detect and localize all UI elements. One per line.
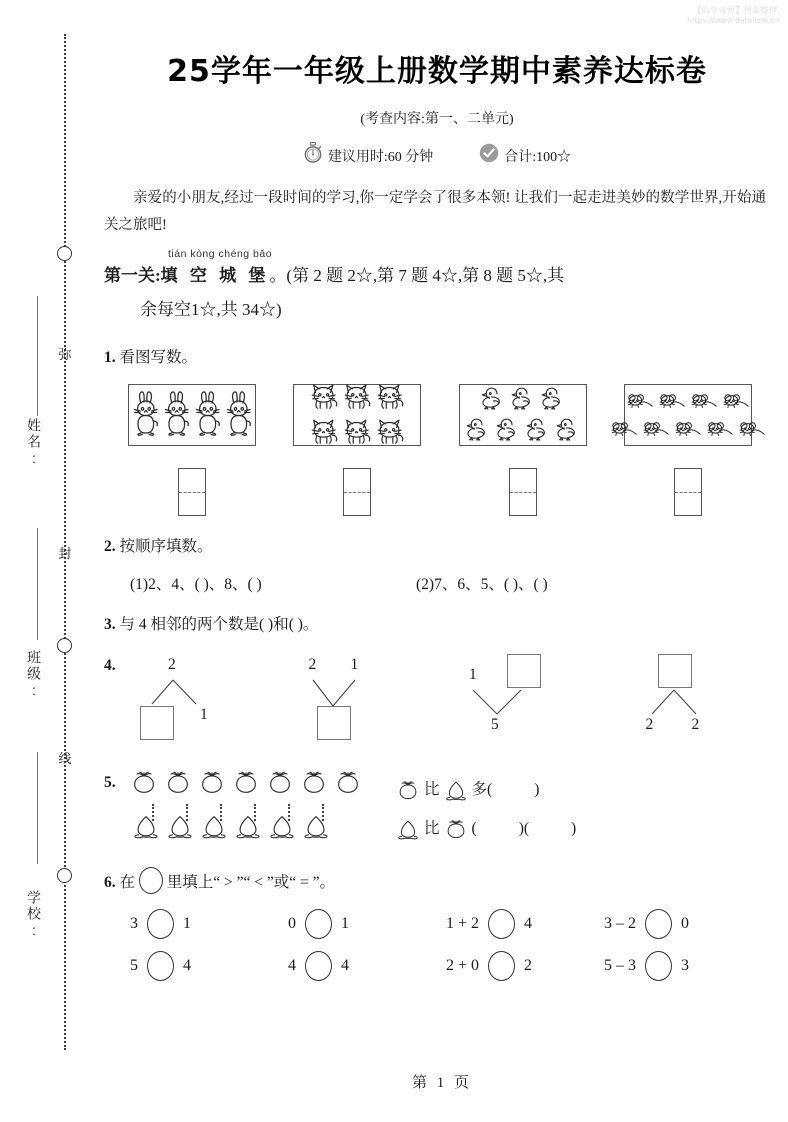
q5-l2-pre: 比 bbox=[424, 820, 440, 838]
exam-scope-subtitle: (考查内容:第一、二单元) bbox=[360, 112, 514, 127]
answer-box-3[interactable] bbox=[509, 468, 537, 516]
persimmon-icon-inline-1 bbox=[396, 779, 420, 801]
watermark-line-2: https://www.datalists.cn bbox=[687, 16, 780, 25]
section-heading bbox=[104, 247, 770, 327]
alignment-dot-column bbox=[139, 804, 167, 821]
intro-paragraph: 亲爱的小朋友,经过一段时间的学习,你一定学会了很多本领! 让我们一起走进美妙的数学世界,开始通关之旅吧! bbox=[104, 190, 766, 233]
decomp-top-left-value: 1 bbox=[469, 666, 477, 684]
peach-icon-inline-1 bbox=[444, 779, 468, 801]
fruit-comparison-diagram bbox=[130, 768, 362, 849]
question-5-line-2[interactable] bbox=[396, 809, 576, 849]
rabbit-icon bbox=[193, 390, 223, 441]
total-score-label: 合计:100☆ bbox=[504, 149, 572, 165]
picture-cell-3 bbox=[459, 384, 587, 516]
cat-icon bbox=[308, 416, 340, 450]
cat-icon bbox=[374, 416, 406, 450]
page-title: 25学年一年级上册数学期中素养达标卷 bbox=[167, 54, 707, 89]
question-6-grid bbox=[104, 909, 770, 981]
seal-char-2: 线 bbox=[58, 751, 72, 766]
cat-icon bbox=[341, 381, 373, 415]
peach-icon-inline-2 bbox=[396, 818, 420, 840]
comparison-item bbox=[288, 951, 446, 981]
question-1-text: 看图写数。 bbox=[119, 348, 198, 366]
alignment-dot-column bbox=[241, 804, 269, 821]
comparison-left-operand: 2 + 0 bbox=[446, 957, 480, 975]
comparison-circle-blank[interactable] bbox=[305, 909, 332, 939]
mouse-icon bbox=[640, 416, 671, 443]
seal-rule-2 bbox=[37, 528, 38, 640]
alignment-dots bbox=[139, 804, 337, 821]
q5-l2-a: )( bbox=[518, 820, 530, 838]
section-suffix: 。(第 2 题 2☆,第 7 题 4☆,第 8 题 5☆,其 bbox=[269, 265, 565, 285]
seal-rule-3 bbox=[37, 752, 38, 864]
comparison-left-operand: 3 – 2 bbox=[604, 915, 636, 933]
picture-box-1 bbox=[128, 384, 256, 446]
seal-char-1: 封 bbox=[58, 546, 72, 561]
persimmon-icon bbox=[198, 768, 226, 796]
question-5-number: 5. bbox=[104, 774, 116, 792]
cat-icon bbox=[341, 416, 373, 450]
comparison-item bbox=[130, 951, 288, 981]
seal-dotted-line bbox=[64, 34, 66, 1050]
q5-l1-mid: 多( bbox=[471, 780, 493, 798]
picture-box-3 bbox=[459, 384, 587, 446]
decomp-right-value: 1 bbox=[200, 706, 208, 724]
question-1-number: 1. bbox=[104, 348, 116, 366]
q5-l2-mid: ( bbox=[471, 820, 477, 838]
question-2-text: 按顺序填数。 bbox=[119, 538, 213, 556]
chick-icon bbox=[553, 416, 582, 446]
comparison-right-operand: 1 bbox=[183, 915, 191, 933]
question-5-body bbox=[104, 768, 770, 849]
comparison-right-operand: 4 bbox=[341, 957, 349, 975]
decomposition-diagram-3 bbox=[467, 654, 606, 758]
comparison-left-operand: 3 bbox=[130, 915, 138, 933]
comparison-row-1 bbox=[130, 909, 770, 939]
decomp-top-right-value: 1 bbox=[350, 656, 359, 674]
worksheet-page bbox=[96, 0, 788, 1122]
chick-icon bbox=[523, 416, 552, 446]
mouse-icon bbox=[704, 416, 735, 443]
mouse-icon bbox=[736, 416, 767, 443]
question-3-text[interactable]: 与 4 相邻的两个数是( )和( )。 bbox=[119, 615, 319, 633]
question-5-line-1[interactable] bbox=[396, 770, 576, 810]
comparison-left-operand: 5 bbox=[130, 957, 138, 975]
comparison-right-operand: 2 bbox=[524, 957, 533, 975]
decomposition-diagram-1 bbox=[138, 654, 277, 758]
comparison-left-operand: 1 + 2 bbox=[446, 915, 480, 933]
comparison-circle-blank[interactable] bbox=[305, 951, 332, 981]
section-prefix: 第一关: bbox=[104, 265, 161, 285]
comparison-circle-blank[interactable] bbox=[645, 909, 672, 939]
comparison-left-operand: 0 bbox=[288, 915, 296, 933]
cat-icon bbox=[374, 381, 406, 415]
seal-label-class: 班级: bbox=[26, 650, 42, 700]
chick-icon bbox=[493, 416, 522, 446]
chick-icon bbox=[478, 385, 507, 415]
comparison-item bbox=[604, 909, 762, 939]
circle-blank-icon bbox=[139, 867, 163, 894]
q5-l1-end: ) bbox=[534, 780, 540, 798]
rabbit-icon bbox=[162, 390, 192, 441]
comparison-right-operand: 4 bbox=[183, 957, 191, 975]
comparison-item bbox=[604, 951, 762, 981]
question-1-picture-row bbox=[104, 384, 770, 516]
mouse-icon bbox=[624, 388, 655, 415]
decomp-answer-box[interactable] bbox=[507, 654, 541, 688]
page-number: 第 1 页 bbox=[411, 1075, 472, 1091]
persimmon-icon bbox=[164, 768, 192, 796]
comparison-item bbox=[446, 909, 604, 939]
stopwatch-icon bbox=[303, 142, 323, 169]
comparison-circle-blank[interactable] bbox=[645, 951, 672, 981]
chick-icon bbox=[463, 416, 492, 446]
page-footer bbox=[96, 1071, 788, 1092]
decomp-answer-box[interactable] bbox=[658, 654, 692, 688]
suggested-time-label: 建议用时:60 分钟 bbox=[327, 149, 434, 165]
sealing-band bbox=[0, 0, 96, 1122]
answer-box-2[interactable] bbox=[343, 468, 371, 516]
question-6 bbox=[104, 867, 770, 897]
mouse-icon bbox=[720, 388, 751, 415]
question-3 bbox=[104, 610, 770, 639]
comparison-row-2 bbox=[130, 951, 770, 981]
q5-l2-end: ) bbox=[571, 820, 577, 838]
picture-cell-4 bbox=[624, 384, 752, 516]
question-4-diagram-row bbox=[104, 654, 770, 758]
section-pinyin: tián kòng chéng bǎo bbox=[168, 247, 273, 260]
total-score bbox=[479, 143, 571, 168]
exam-meta-row bbox=[104, 142, 770, 169]
answer-box-1[interactable] bbox=[178, 468, 206, 516]
alignment-dot-column bbox=[309, 804, 337, 821]
question-2 bbox=[104, 532, 770, 561]
seal-circle-1 bbox=[57, 246, 72, 261]
persimmon-icon bbox=[300, 768, 328, 796]
answer-box-4[interactable] bbox=[674, 468, 702, 516]
comparison-circle-blank[interactable] bbox=[488, 909, 515, 939]
comparison-left-operand: 4 bbox=[288, 957, 296, 975]
seal-rule-1 bbox=[37, 296, 38, 416]
question-4-number: 4. bbox=[104, 656, 116, 674]
suggested-time bbox=[303, 142, 433, 169]
q5-l1-pre: 比 bbox=[424, 780, 440, 798]
chick-icon bbox=[538, 385, 567, 415]
comparison-left-operand: 5 – 3 bbox=[604, 957, 636, 975]
persimmon-icon bbox=[266, 768, 294, 796]
section-name: 填 空 城 堡 bbox=[160, 265, 270, 285]
comparison-right-operand: 1 bbox=[341, 915, 349, 933]
comparison-right-operand: 3 bbox=[681, 957, 689, 975]
picture-cell-1 bbox=[128, 384, 256, 516]
rabbit-icon bbox=[224, 390, 254, 441]
comparison-item bbox=[288, 909, 446, 939]
mouse-icon bbox=[656, 388, 687, 415]
alignment-dot-column bbox=[173, 804, 201, 821]
question-6-number: 6. bbox=[104, 873, 116, 891]
cat-icon bbox=[308, 381, 340, 415]
comparison-right-operand: 4 bbox=[524, 915, 533, 933]
decomp-top-left-value: 2 bbox=[308, 656, 317, 674]
question-1 bbox=[104, 343, 770, 372]
question-2-part-b[interactable]: (2)7、6、5、( )、( ) bbox=[416, 575, 548, 593]
comparison-circle-blank[interactable] bbox=[147, 951, 174, 981]
watermark-line-1: 【尚学资源】搜集整理, bbox=[693, 6, 780, 15]
question-5-blanks bbox=[396, 768, 576, 849]
alignment-dot-column bbox=[275, 804, 303, 821]
mouse-icon bbox=[672, 416, 703, 443]
decomposition-diagram-4 bbox=[632, 654, 771, 758]
question-2-part-a[interactable]: (1)2、4、( )、8、( ) bbox=[130, 575, 262, 593]
decomp-right-value: 2 bbox=[691, 716, 700, 734]
persimmon-row bbox=[130, 768, 362, 796]
question-2-number: 2. bbox=[104, 538, 116, 556]
question-3-number: 3. bbox=[104, 615, 116, 633]
question-6-text-a: 在 bbox=[119, 873, 136, 891]
alignment-dot-column bbox=[207, 804, 235, 821]
check-circle-icon bbox=[479, 143, 499, 168]
comparison-item bbox=[130, 909, 288, 939]
seal-label-school: 学校: bbox=[26, 890, 42, 940]
seal-circle-2 bbox=[57, 638, 72, 653]
decomp-bottom-value: 5 bbox=[491, 716, 499, 734]
rabbit-icon bbox=[131, 390, 161, 441]
mouse-icon bbox=[688, 388, 719, 415]
comparison-circle-blank[interactable] bbox=[488, 951, 515, 981]
picture-cell-2 bbox=[293, 384, 421, 516]
persimmon-icon-inline-2 bbox=[444, 818, 468, 840]
persimmon-icon bbox=[232, 768, 260, 796]
comparison-right-operand: 0 bbox=[681, 915, 689, 933]
persimmon-icon bbox=[334, 768, 362, 796]
seal-circle-3 bbox=[57, 868, 72, 883]
comparison-item bbox=[446, 951, 604, 981]
decomposition-diagram-2 bbox=[303, 654, 442, 758]
seal-char-0: 弥 bbox=[58, 347, 72, 362]
mouse-icon bbox=[608, 416, 639, 443]
seal-label-name: 姓名: bbox=[26, 418, 42, 468]
decomp-left-value: 2 bbox=[645, 716, 654, 734]
chick-icon bbox=[508, 385, 537, 415]
question-6-text-b: 里填上“ > ”“ < ”或“ = ”。 bbox=[166, 873, 336, 891]
persimmon-icon bbox=[130, 768, 158, 796]
decomp-answer-box[interactable] bbox=[140, 706, 174, 740]
picture-box-4 bbox=[624, 384, 752, 446]
section-line2: 余每空1☆,共 34☆) bbox=[140, 299, 282, 319]
question-2-subrow bbox=[104, 572, 770, 594]
decomp-answer-box[interactable] bbox=[317, 706, 351, 740]
picture-box-2 bbox=[293, 384, 421, 446]
decomp-top-value: 2 bbox=[168, 656, 176, 674]
comparison-circle-blank[interactable] bbox=[147, 909, 174, 939]
